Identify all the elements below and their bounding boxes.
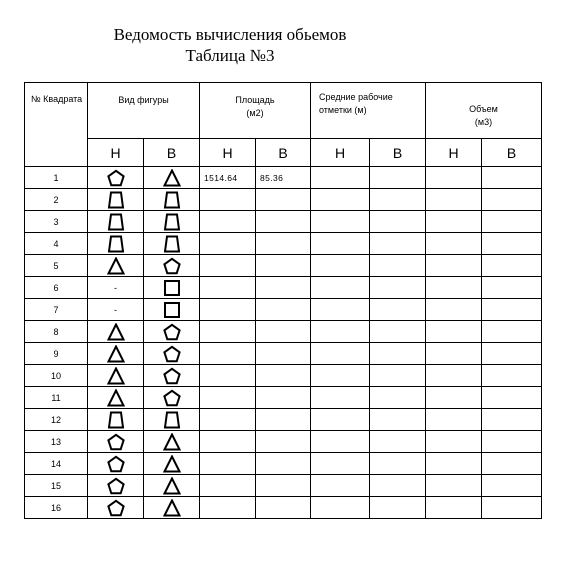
figure-cell-v	[144, 277, 200, 299]
table-row	[25, 233, 542, 255]
triangle-icon	[163, 169, 181, 187]
row-number: 14	[25, 453, 88, 475]
figure-cell-h	[88, 387, 144, 409]
row-number: 3	[25, 211, 88, 233]
table-row	[25, 365, 542, 387]
marks-cell	[311, 277, 370, 299]
table-row	[25, 431, 542, 453]
marks-cell	[311, 167, 370, 189]
marks-cell	[311, 299, 370, 321]
area-cell-h	[200, 343, 256, 365]
row-number: 4	[25, 233, 88, 255]
figure-cell-v	[144, 211, 200, 233]
document-title	[0, 24, 460, 66]
row-number: 6	[25, 277, 88, 299]
volume-cell	[426, 189, 482, 211]
sub-area-v: В	[256, 139, 311, 167]
area-cell-h	[200, 255, 256, 277]
row-number: 11	[25, 387, 88, 409]
marks-cell	[311, 321, 370, 343]
row-number: 16	[25, 497, 88, 519]
area-cell-v	[256, 497, 311, 519]
volume-cell	[426, 321, 482, 343]
volume-cell	[482, 343, 542, 365]
volume-cell	[426, 365, 482, 387]
trapezoid-icon	[163, 235, 181, 253]
trapezoid-icon	[163, 191, 181, 209]
row-number: 10	[25, 365, 88, 387]
marks-cell	[311, 255, 370, 277]
marks-cell	[311, 343, 370, 365]
trapezoid-icon	[107, 411, 125, 429]
marks-cell	[311, 189, 370, 211]
volume-cell	[482, 299, 542, 321]
marks-cell	[370, 189, 426, 211]
figure-cell-v	[144, 387, 200, 409]
triangle-icon	[163, 433, 181, 451]
figure-cell-h	[88, 211, 144, 233]
figure-cell-h	[88, 277, 144, 299]
figure-cell-v	[144, 475, 200, 497]
figure-cell-h	[88, 365, 144, 387]
marks-cell	[311, 475, 370, 497]
header-number: № Квадрата	[25, 83, 88, 167]
marks-cell	[370, 233, 426, 255]
volume-cell	[482, 233, 542, 255]
volume-cell	[482, 321, 542, 343]
figure-cell-h	[88, 343, 144, 365]
volume-cell	[482, 167, 542, 189]
marks-cell	[311, 233, 370, 255]
marks-cell	[370, 277, 426, 299]
area-cell-h	[200, 233, 256, 255]
area-cell-v	[256, 431, 311, 453]
title-line-2: Таблица №3	[185, 46, 275, 65]
table-row	[25, 321, 542, 343]
row-number: 15	[25, 475, 88, 497]
figure-cell-v	[144, 497, 200, 519]
marks-cell	[311, 211, 370, 233]
header-figure: Вид фигуры	[88, 83, 200, 139]
header-area: Площадь (м2)	[200, 83, 311, 139]
area-cell-v	[256, 387, 311, 409]
triangle-icon	[163, 499, 181, 517]
figure-cell-v	[144, 431, 200, 453]
area-cell-h	[200, 211, 256, 233]
triangle-icon	[107, 345, 125, 363]
figure-cell-v	[144, 321, 200, 343]
figure-cell-h	[88, 233, 144, 255]
trapezoid-icon	[107, 213, 125, 231]
row-number: 12	[25, 409, 88, 431]
triangle-icon	[107, 323, 125, 341]
area-cell-v	[256, 211, 311, 233]
square-icon	[163, 301, 181, 319]
marks-cell	[311, 497, 370, 519]
figure-cell-v	[144, 343, 200, 365]
marks-cell	[311, 409, 370, 431]
figure-cell-h	[88, 321, 144, 343]
table-row	[25, 277, 542, 299]
row-number: 1	[25, 167, 88, 189]
pentagon-icon	[163, 257, 181, 275]
pentagon-icon	[163, 345, 181, 363]
marks-cell	[311, 365, 370, 387]
area-cell-v	[256, 299, 311, 321]
sub-figure-v: В	[144, 139, 200, 167]
marks-cell	[311, 387, 370, 409]
volume-cell	[482, 475, 542, 497]
table-row	[25, 497, 542, 519]
volume-cell	[426, 255, 482, 277]
area-cell-h	[200, 431, 256, 453]
figure-cell-v	[144, 167, 200, 189]
table-row	[25, 343, 542, 365]
volume-cell	[426, 387, 482, 409]
figure-cell-h	[88, 453, 144, 475]
figure-cell-h	[88, 299, 144, 321]
area-cell-h	[200, 277, 256, 299]
figure-cell-h	[88, 255, 144, 277]
table-row	[25, 211, 542, 233]
area-cell-h	[200, 387, 256, 409]
volume-cell	[482, 387, 542, 409]
figure-cell-v	[144, 365, 200, 387]
triangle-icon	[163, 455, 181, 473]
trapezoid-icon	[163, 411, 181, 429]
pentagon-icon	[163, 323, 181, 341]
sub-area-h: Н	[200, 139, 256, 167]
table-row	[25, 189, 542, 211]
figure-cell-v	[144, 299, 200, 321]
area-cell-h	[200, 365, 256, 387]
pentagon-icon	[107, 499, 125, 517]
area-cell-h: 1514.64	[200, 167, 256, 189]
volume-cell	[426, 453, 482, 475]
table-row	[25, 475, 542, 497]
sub-figure-h: Н	[88, 139, 144, 167]
area-cell-h	[200, 299, 256, 321]
pentagon-icon	[107, 433, 125, 451]
pentagon-icon	[163, 367, 181, 385]
figure-cell-h	[88, 409, 144, 431]
figure-cell-v	[144, 409, 200, 431]
triangle-icon	[107, 367, 125, 385]
marks-cell	[370, 365, 426, 387]
volume-cell	[482, 189, 542, 211]
area-cell-h	[200, 189, 256, 211]
volume-cell	[426, 497, 482, 519]
figure-cell-h	[88, 497, 144, 519]
area-cell-h	[200, 409, 256, 431]
area-cell-v	[256, 321, 311, 343]
marks-cell	[370, 343, 426, 365]
volume-cell	[426, 431, 482, 453]
volume-cell	[426, 475, 482, 497]
marks-cell	[370, 409, 426, 431]
dash-mark: -	[114, 304, 117, 315]
marks-cell	[370, 453, 426, 475]
row-number: 5	[25, 255, 88, 277]
volume-cell	[482, 497, 542, 519]
row-number: 13	[25, 431, 88, 453]
marks-cell	[370, 387, 426, 409]
marks-cell	[311, 431, 370, 453]
trapezoid-icon	[107, 235, 125, 253]
area-cell-v	[256, 255, 311, 277]
figure-cell-v	[144, 453, 200, 475]
marks-cell	[370, 321, 426, 343]
sub-marks-h: Н	[311, 139, 370, 167]
row-number: 8	[25, 321, 88, 343]
marks-cell	[370, 167, 426, 189]
volume-cell	[482, 255, 542, 277]
area-cell-v	[256, 343, 311, 365]
figure-cell-h	[88, 475, 144, 497]
volume-cell	[482, 365, 542, 387]
pentagon-icon	[107, 477, 125, 495]
sub-volume-h: Н	[426, 139, 482, 167]
marks-cell	[311, 453, 370, 475]
marks-cell	[370, 211, 426, 233]
pentagon-icon	[107, 455, 125, 473]
marks-cell	[370, 255, 426, 277]
volume-cell	[482, 211, 542, 233]
table-row	[25, 409, 542, 431]
sub-volume-v: В	[482, 139, 542, 167]
table-header-row	[25, 83, 542, 139]
table-row	[25, 387, 542, 409]
triangle-icon	[107, 257, 125, 275]
volume-cell	[426, 211, 482, 233]
dash-mark: -	[114, 282, 117, 293]
figure-cell-h	[88, 167, 144, 189]
table-row	[25, 299, 542, 321]
area-cell-h	[200, 497, 256, 519]
volume-cell	[426, 343, 482, 365]
area-cell-v	[256, 277, 311, 299]
sub-marks-v: В	[370, 139, 426, 167]
header-volume: Объем (м3)	[426, 83, 542, 139]
area-cell-v	[256, 365, 311, 387]
area-cell-v	[256, 189, 311, 211]
table-row	[25, 453, 542, 475]
volume-cell	[482, 409, 542, 431]
area-cell-h	[200, 453, 256, 475]
volume-table	[24, 82, 542, 519]
volume-cell	[482, 277, 542, 299]
volume-cell	[426, 167, 482, 189]
area-cell-h	[200, 321, 256, 343]
area-cell-h	[200, 475, 256, 497]
figure-cell-v	[144, 189, 200, 211]
area-cell-v	[256, 475, 311, 497]
table-subheader-row	[25, 139, 542, 167]
row-number: 7	[25, 299, 88, 321]
trapezoid-icon	[163, 213, 181, 231]
figure-cell-h	[88, 189, 144, 211]
row-number: 9	[25, 343, 88, 365]
pentagon-icon	[163, 389, 181, 407]
figure-cell-v	[144, 255, 200, 277]
triangle-icon	[163, 477, 181, 495]
marks-cell	[370, 431, 426, 453]
square-icon	[163, 279, 181, 297]
area-cell-v	[256, 409, 311, 431]
title-line-1: Ведомость вычисления обьемов	[113, 25, 347, 44]
marks-cell	[370, 497, 426, 519]
volume-cell	[426, 409, 482, 431]
figure-cell-h	[88, 431, 144, 453]
volume-cell	[426, 299, 482, 321]
marks-cell	[370, 299, 426, 321]
table-row	[25, 167, 542, 189]
volume-cell	[426, 277, 482, 299]
row-number: 2	[25, 189, 88, 211]
volume-cell	[482, 431, 542, 453]
area-cell-v	[256, 233, 311, 255]
marks-cell	[370, 475, 426, 497]
area-cell-v	[256, 453, 311, 475]
pentagon-icon	[107, 169, 125, 187]
volume-cell	[482, 453, 542, 475]
area-cell-v: 85.36	[256, 167, 311, 189]
figure-cell-v	[144, 233, 200, 255]
trapezoid-icon	[107, 191, 125, 209]
volume-cell	[426, 233, 482, 255]
header-marks: Средние рабочие отметки (м)	[311, 83, 426, 139]
table-row	[25, 255, 542, 277]
triangle-icon	[107, 389, 125, 407]
